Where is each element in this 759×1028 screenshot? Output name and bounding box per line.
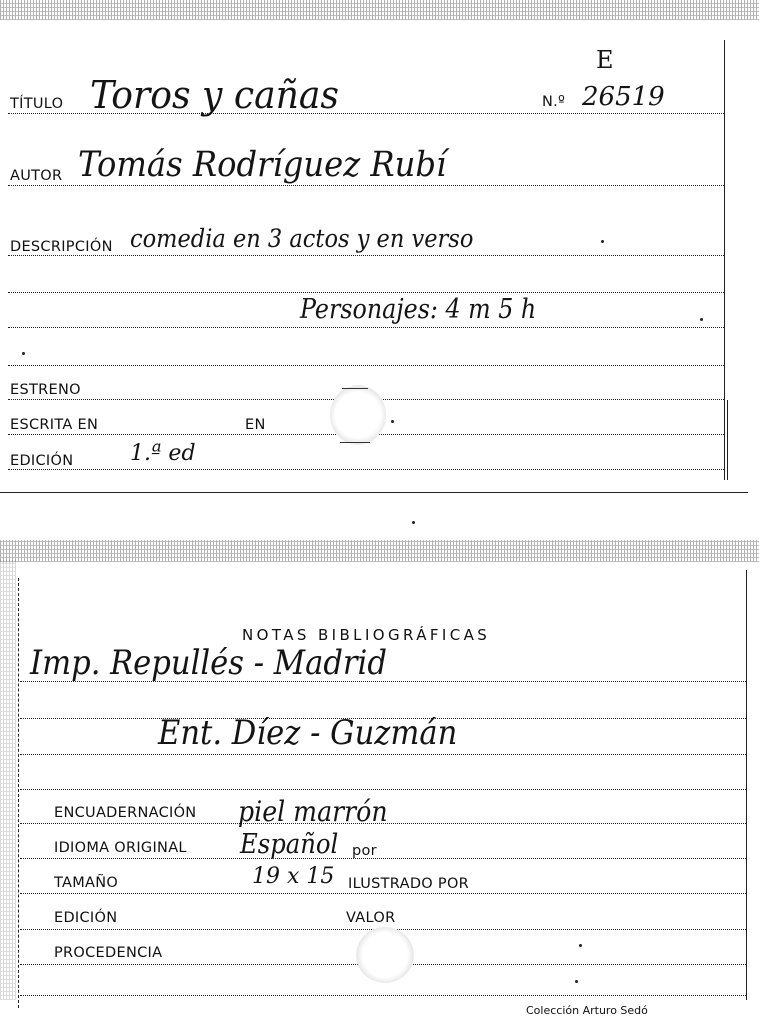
value-titulo: Toros y cañas: [90, 73, 339, 117]
corner-mark: E: [596, 46, 614, 74]
label-idioma: IDIOMA ORIGINAL: [54, 840, 187, 856]
label-autor: AUTOR: [10, 168, 63, 184]
value-descripcion-2: Personajes: 4 m 5 h: [300, 294, 537, 325]
label-estreno: ESTRENO: [10, 382, 81, 398]
rule-descripcion-3: [8, 327, 724, 328]
value-edicion: 1.ª ed: [130, 441, 196, 466]
rule-edicion: [8, 469, 724, 470]
catalog-card-top: [0, 0, 759, 495]
label-descripcion: DESCRIPCIÓN: [10, 239, 113, 255]
card-right-edge: [746, 570, 747, 1000]
card-right-edge: [724, 40, 725, 480]
label-idioma-por: por: [352, 843, 377, 859]
label-titulo: TÍTULO: [10, 96, 64, 112]
rule-descripcion: [8, 255, 724, 256]
speck: [579, 944, 582, 947]
label-edicion-2: EDICIÓN: [54, 910, 118, 926]
rule-bottom: [20, 995, 746, 996]
scan-noise-bottom: [0, 540, 759, 562]
section-title: NOTAS BIBLIOGRÁFICAS: [242, 626, 491, 644]
rule-blank: [8, 365, 724, 366]
punch-hole-bottom: [356, 927, 414, 983]
label-en: EN: [245, 417, 266, 433]
rule-tamano: [20, 893, 746, 894]
speck: [575, 980, 578, 983]
rule-autor: [8, 185, 724, 186]
label-procedencia: PROCEDENCIA: [54, 945, 163, 961]
value-idioma: Español: [240, 829, 339, 860]
value-numero: 26519: [582, 82, 665, 112]
label-encuadernacion: ENCUADERNACIÓN: [54, 805, 197, 821]
collection-credit: Colección Arturo Sedó: [526, 1004, 648, 1017]
scan-noise-left: [0, 560, 16, 1000]
note-imprenta: Imp. Repullés - Madrid: [30, 643, 387, 683]
speck: [412, 521, 415, 524]
punch-hole-top: [330, 385, 386, 445]
label-edicion: EDICIÓN: [10, 453, 74, 469]
label-valor: VALOR: [346, 910, 396, 926]
catalog-card-bottom: [0, 540, 759, 1028]
rule-idioma: [20, 858, 746, 859]
label-tamano: TAMAÑO: [54, 875, 119, 891]
speck: [700, 318, 703, 321]
label-escrita-en: ESCRITA EN: [10, 417, 99, 433]
rule-descripcion-2: [8, 292, 724, 293]
value-tamano: 19 x 15: [252, 864, 335, 889]
speck: [601, 240, 604, 243]
speck: [391, 420, 394, 423]
rule-notes-3: [20, 754, 746, 755]
value-autor: Tomás Rodríguez Rubí: [78, 145, 447, 185]
label-numero: N.º: [542, 94, 566, 110]
note-encargo: Ent. Díez - Guzmán: [158, 713, 458, 753]
label-ilustrado: ILUSTRADO POR: [348, 876, 470, 892]
value-descripcion: comedia en 3 actos y en verso: [130, 224, 474, 253]
card-bottom-edge: [0, 492, 748, 493]
rule-notes-4: [20, 789, 746, 790]
value-encuadernacion: piel marrón: [238, 795, 388, 828]
punch-hole-top-edge-2: [340, 442, 370, 443]
card-right-edge-lower: [727, 400, 728, 480]
scan-noise-top: [0, 0, 759, 20]
card-left-edge: [18, 578, 19, 1008]
punch-hole-top-edge: [342, 388, 368, 389]
speck: [22, 352, 25, 355]
